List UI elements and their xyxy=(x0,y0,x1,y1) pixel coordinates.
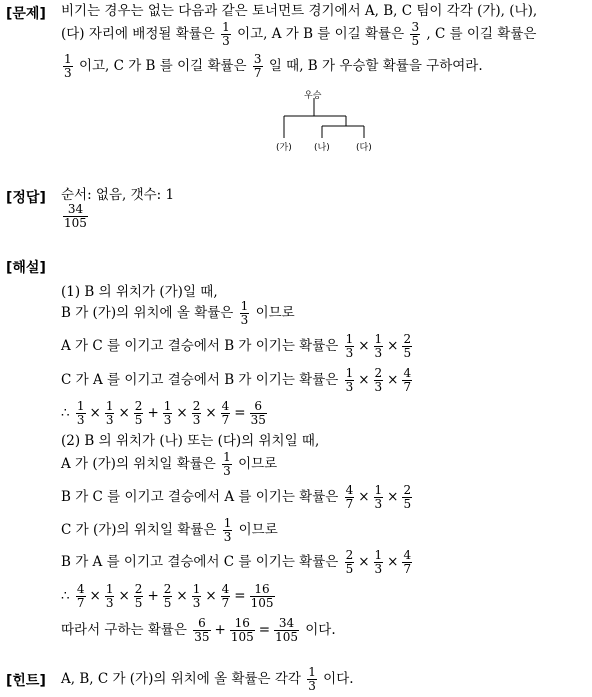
diagram-winner-label: 우승 xyxy=(304,91,322,101)
problem-line-2 xyxy=(61,21,536,48)
explanation-line: B 가 (가)의 위치에 올 확률은 $\frac{1}{3}$ 이므로 xyxy=(61,299,295,327)
problem-text: , C 를 이길 확률은 xyxy=(426,26,537,42)
problem-line-1: 비기는 경우는 없는 다음과 같은 토너먼트 경기에서 A, B, C 팀이 각각 (가), (나), xyxy=(61,3,538,19)
section-label-problem: [문제] xyxy=(6,6,46,22)
problem-line-3 xyxy=(61,53,483,80)
fraction: $\frac{34}{105}$ xyxy=(64,202,87,230)
explanation-line: B 가 A 를 이기고 결승에서 C 를 이기는 확률은 $\frac{2}{5}$ × $\frac{1}{3}$ × $\frac{4}{7}$ xyxy=(61,548,412,576)
answer-value xyxy=(61,203,90,230)
diagram-slot-da: (다) xyxy=(356,143,372,153)
section-label-explanation: [해설] xyxy=(6,260,46,276)
tournament-bracket xyxy=(280,98,380,140)
explanation-line: A 가 (가)의 위치일 확률은 $\frac{1}{3}$ 이므로 xyxy=(61,450,278,478)
problem-text: (다) 자리에 배정될 확률은 xyxy=(61,26,215,42)
problem-text: 일 때, B 가 우승할 확률을 구하여라. xyxy=(268,58,483,74)
explanation-conclusion: 따라서 구하는 확률은 $\frac{6}{35}$ + $\frac{16}{105}$ = $\frac{34}{105}$ 이다. xyxy=(61,616,336,644)
fraction: $\frac{3}{7}$ xyxy=(253,52,262,80)
hint-line: A, B, C 가 (가)의 위치에 올 확률은 각각 $\frac{1}{3}$ 이다. xyxy=(61,665,354,693)
problem-text: 이고, C 가 B 를 이길 확률은 xyxy=(78,58,247,74)
explanation-line: C 가 A 를 이기고 결승에서 B 가 이기는 확률은 $\frac{1}{3}$ × $\frac{2}{3}$ × $\frac{4}{7}$ xyxy=(61,366,412,394)
explanation-equation: ∴ $\frac{4}{7}$ × $\frac{1}{3}$ × $\frac{2}{5}$ + $\frac{2}{5}$ × $\frac{1}{3}$ × $\frac{4}{7}$ = $\frac{16}{105}$ xyxy=(61,582,274,610)
explanation-line: B 가 C 를 이기고 결승에서 A 를 이기는 확률은 $\frac{4}{7}$ × $\frac{1}{3}$ × $\frac{2}{5}$ xyxy=(61,483,412,511)
explanation-line: (2) B 의 위치가 (나) 또는 (다)의 위치일 때, xyxy=(61,433,320,449)
fraction: $\frac{1}{3}$ xyxy=(222,20,230,48)
explanation-equation: ∴ $\frac{1}{3}$ × $\frac{1}{3}$ × $\frac{2}{5}$ + $\frac{1}{3}$ × $\frac{2}{3}$ × $\frac{4}{7}$ = $\frac{6}{35}$ xyxy=(61,399,266,427)
fraction: $\frac{3}{5}$ xyxy=(411,20,420,48)
diagram-slot-na: (나) xyxy=(314,143,330,153)
explanation-line: A 가 C 를 이기고 결승에서 B 가 이기는 확률은 $\frac{1}{3}$ × $\frac{1}{3}$ × $\frac{2}{5}$ xyxy=(61,332,412,360)
explanation-line: C 가 (가)의 위치일 확률은 $\frac{1}{3}$ 이므로 xyxy=(61,516,278,544)
diagram-slot-ga: (가) xyxy=(276,143,292,153)
section-label-answer: [정답] xyxy=(6,190,46,206)
problem-text: 이고, A 가 B 를 이길 확률은 xyxy=(237,26,405,42)
explanation-line: (1) B 의 위치가 (가)일 때, xyxy=(61,284,218,300)
section-label-hint: [힌트] xyxy=(6,673,46,689)
fraction: $\frac{1}{3}$ xyxy=(64,52,72,80)
answer-text: 순서: 없음, 갯수: 1 xyxy=(61,187,175,203)
